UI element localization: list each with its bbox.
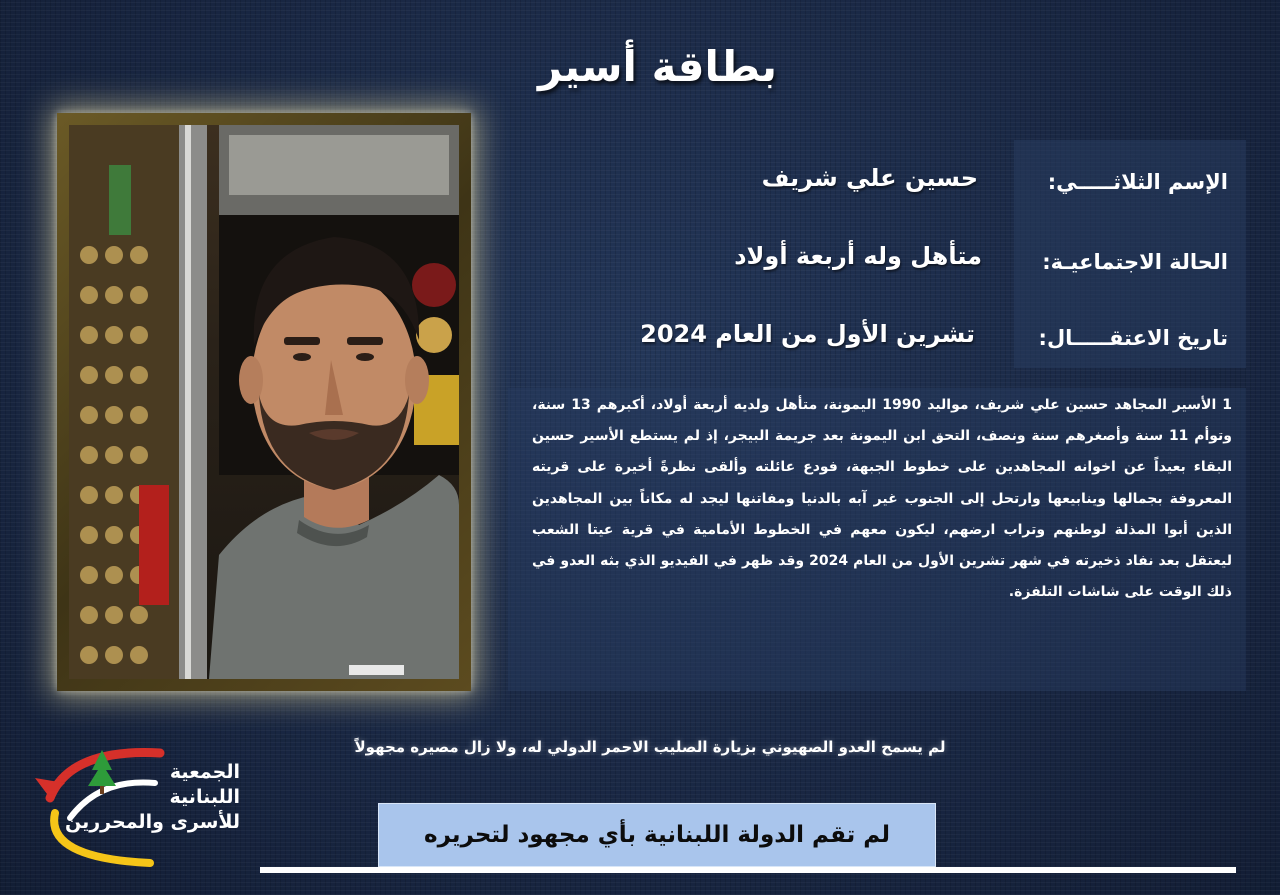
banner-underline xyxy=(260,867,1236,873)
biography-text: 1 الأسير المجاهد حسين علي شريف، مواليد 1990 اليمونة، متأهل ولديه أربعة أولاد، أكبرهم 13 سنة، وتوأم 11 سنة وأصغرهم سنة ونصف، التحق ابن اليمونة بعد جريمة البيجر، إذ لم يستطع الأسير حسين البقاء بعيداً عن اخوانه المجاهدين على خطوط الجبهة، فودع عائلته وألقى نظرةً أخيرة على قريته المعروفة بجمالها وينابيعها وارتحل إلى الجنوب غير آبه بالدنيا ومفاتنها ليجد له مكاناً بين المجاهدين الذين أبوا المذلة لوطنهم وتراب ارضهم، ليكون معهم في الخطوط الأمامية في قرية عيتا الشعب ليعتقل بعد نفاد ذخيرته في شهر تشرين الأول من العام 2024 وقد ظهر في الفيديو الذي بثه العدو في ذلك الوقت على شاشات التلفزة. xyxy=(532,397,1232,601)
arrest-date-label: تاريخ الاعتقـــــال: xyxy=(1038,326,1228,350)
marital-status-value: متأهل وله أربعة أولاد xyxy=(734,242,982,270)
photo-frame xyxy=(57,113,471,691)
logo-line-1: الجمعية xyxy=(169,761,240,783)
arrest-date-value: تشرين الأول من العام 2024 xyxy=(640,320,975,348)
logo-line-3: للأسرى والمحررين xyxy=(65,811,240,833)
biography-panel xyxy=(508,388,1246,691)
marital-status-label: الحالة الاجتماعيـة: xyxy=(1042,250,1228,274)
logo-text xyxy=(65,760,240,835)
association-logo xyxy=(30,738,240,883)
banner-text: لم تقم الدولة اللبنانية بأي مجهود لتحريره xyxy=(424,822,890,848)
name-label: الإسم الثلاثـــــي: xyxy=(1047,170,1228,194)
red-cross-note: لم يسمح العدو الصهيوني بزيارة الصليب الاحمر الدولي له، ولا زال مصيره مجهولاً xyxy=(354,738,946,756)
state-inaction-banner xyxy=(378,803,936,867)
prisoner-photo xyxy=(69,125,459,679)
name-value: حسين علي شريف xyxy=(761,164,978,192)
logo-line-2: اللبنانية xyxy=(169,786,240,808)
card-title: بطاقة أسير xyxy=(537,42,778,91)
